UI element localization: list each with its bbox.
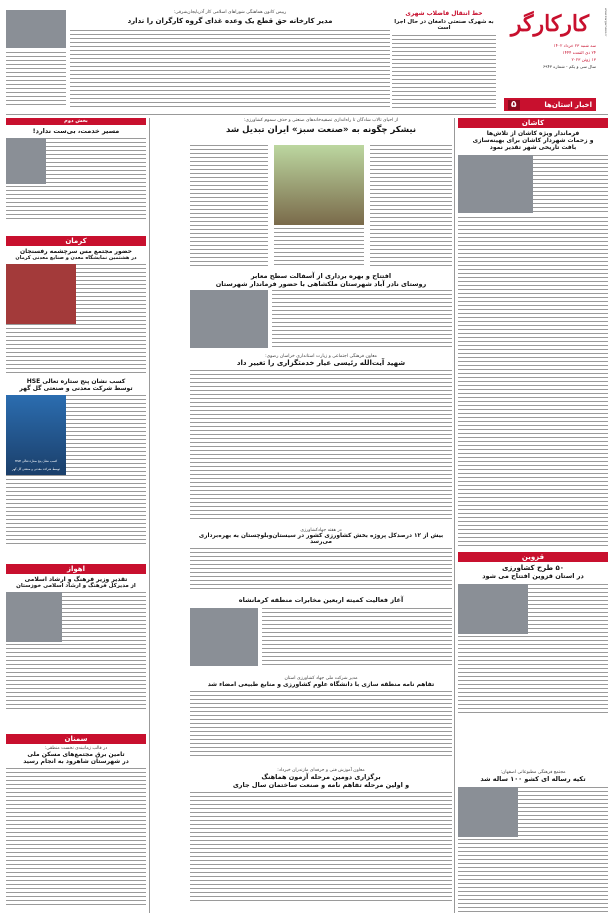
story-kermanshah-headline: آغاز فعالیت کمیته اربعین مخابرات منطقه کرمانشاه [238, 596, 404, 604]
story-agri-headline: تفاهم نامه منطقه سازی با دانشگاه علوم کشاورزی و منابع طبیعی امضاء شد [207, 681, 435, 688]
story-isfahan-headline: تکیه رساله ای کشو ۱۰۰ ساله شد [480, 775, 586, 783]
website-url: www.kargarnews.ir [604, 8, 608, 37]
lead-body-col3 [190, 145, 268, 267]
story-isfahan-photo [458, 787, 518, 837]
story-kerman-headline-a: حضور مجتمع مس سرچشمه رفسنجان [20, 248, 132, 255]
date-gregorian: ۱۳ ژوئن ۲۰۲۳ [571, 57, 596, 62]
story-khorasan-body [190, 370, 452, 520]
story-khorasan-kicker: معاون فرهنگی اجتماعی و زیارت استانداری خراسان رضوی: [265, 354, 377, 359]
story-kashan-headline-b: و زحمات شهردار کاشان برای بهینه‌سازی [472, 137, 594, 144]
story-sistan-headline: بیش از ۱۲ درصدکل پروژه بخش کشاورزی کشور در سیستان‌وبلوچستان به بهره‌برداری می‌رسد [198, 533, 444, 545]
story-tabriz [6, 10, 390, 110]
story-ahvaz-headline-a: تقدیر وزیر فرهنگ و ارشاد اسلامی [24, 576, 128, 583]
top-divider [6, 114, 608, 115]
story-kermanshah-photo [190, 608, 258, 666]
page-label: اخبار استان‌ها [544, 100, 592, 109]
newspaper-logo [504, 10, 596, 38]
column-rule-left [149, 118, 150, 913]
story-kashan [458, 130, 608, 547]
story-hse-ad [6, 395, 66, 475]
story-kermanshah-body [262, 608, 452, 668]
story-kashan-headline-a: فرماندار ویژه کاشان از تلاش‌ها [486, 130, 580, 137]
story-qazvin [458, 564, 608, 714]
section-kashan: کاشان [458, 118, 608, 128]
story-semnan-kicker: در قالب زمانبندی نخست منطقی: [44, 746, 108, 751]
story-qazvin-headline-a: ۵۰ طرح کشاورزی [501, 564, 565, 572]
story-kerman [6, 248, 146, 374]
story-hse [6, 378, 146, 545]
section-semnan: سمنان [6, 734, 146, 744]
story-ahvaz-headline-b: از مدیرکل فرهنگ و ارشاد اسلامی خوزستان [16, 583, 136, 589]
story-asphalt-body [272, 290, 452, 350]
lead-headline: نیشکر چگونه به «صنعت سبز» ایران تبدیل شد [225, 125, 417, 135]
story-editorial-headline: مسیر خدمت، بی‌ست ندارد! [32, 127, 120, 135]
story-agri-body [190, 691, 452, 759]
lead-story [190, 118, 452, 135]
story-khorasan-headline: شهید آیت‌الله رئیسی عیار خدمتگزاری را تغییر داد [236, 359, 406, 367]
story-sistan [190, 528, 452, 592]
section-ahvaz: اهواز [6, 564, 146, 574]
story-damghan-body [392, 35, 496, 109]
story-semnan-headline-b: در شهرستان شاهرود به انجام رسید [23, 758, 129, 765]
story-editorial-photo [6, 138, 46, 184]
story-ahvaz-photo [6, 592, 62, 642]
ad-line-2: توسط شرکت معدنی و صنعتی گل گهر [12, 467, 60, 471]
story-kerman-headline-b: در هشتمین نمایشگاه معدن و صنایع معدنی کرمان [15, 255, 137, 261]
story-kashan-body-2 [458, 217, 608, 547]
story-semnan [6, 746, 146, 908]
story-asphalt-photo [190, 290, 268, 348]
ad-line-1: کسب نشان پنج ستاره تعالی HSE [14, 459, 58, 463]
story-asphalt [190, 272, 452, 288]
lead-body-col1 [370, 145, 452, 267]
story-tabriz-kicker: رییس کانون هماهنگی شوراهای اسلامی کار آذربایجان‌شرقی: [173, 10, 287, 15]
story-exam-headline-b: و اولین مرحله تفاهم نامه و صنعت ساختمان سال جاری [232, 781, 410, 789]
column-rule-right [454, 118, 455, 913]
story-isfahan-kicker: مجتمع فرهنگی مطبوعاتی اصفهان: [500, 770, 566, 775]
story-kashan-photo [458, 155, 533, 213]
story-sistan-kicker: در هفته جهادکشاورزی [300, 528, 342, 533]
page-label-bar [504, 98, 596, 111]
story-tabriz-body [70, 30, 390, 108]
section-editorial: بخش دوم [6, 118, 146, 125]
story-khorasan [190, 354, 452, 520]
story-asphalt-headline-b: روستای نادر آباد شهرستان ملکشاهی با حضور فرماندار شهرستان [215, 280, 427, 288]
story-exam [190, 768, 452, 902]
story-exam-kicker: معاون آموزش فنی و حرفه‌ای مازندران خبرداد: [277, 768, 365, 773]
date-hijri: ۲۴ ذی القعده ۱۴۴۴ [562, 50, 596, 55]
story-semnan-headline-a: تامین برق مجتمع‌های مسکن ملی [27, 751, 125, 758]
story-kermanshah [190, 596, 452, 604]
story-asphalt-headline-a: افتتاح و بهره برداری از آسفالت سطح معابر [250, 272, 392, 280]
story-semnan-body [6, 768, 146, 908]
story-damghan-headline-a: خط انتقال فاضلاب شهری [405, 10, 483, 17]
logo-text: کارگر [510, 11, 562, 37]
story-damghan-headline-b: به شهرک صنعتی دامغان در حال اجرا است [394, 19, 494, 31]
logo-prefix: کار [561, 11, 590, 37]
date-persian: سه شنبه ۲۳ خرداد ۱۴۰۲ [553, 43, 596, 48]
lead-photo [274, 145, 364, 225]
story-exam-headline-a: برگزاری دومین مرحله آزمون هماهنگ [261, 773, 381, 781]
story-damghan [392, 10, 496, 110]
story-agri [190, 676, 452, 759]
story-tabriz-headline: مدیر کارخانه حق قطع یک وعده غذای گروه کارگران را ندارد [127, 17, 333, 25]
story-editorial [6, 118, 146, 220]
story-qazvin-photo [458, 584, 528, 634]
story-ahvaz [6, 576, 146, 712]
story-tabriz-photo [6, 10, 66, 48]
page-number: ۵ [508, 100, 520, 110]
date-block [504, 42, 596, 70]
story-qazvin-headline-b: در استان قزوین افتتاح می شود [482, 572, 584, 580]
story-hse-headline-a: کسب نشان پنج ستاره تعالی HSE [26, 378, 126, 385]
story-sistan-body [190, 548, 452, 592]
lead-body-col2 [274, 228, 364, 268]
section-kerman: کرمان [6, 236, 146, 246]
story-agri-kicker: مدیر شرکت ملی جهاد کشاورزی استان [284, 676, 358, 681]
story-tabriz-body-2 [6, 52, 66, 108]
story-exam-body [190, 792, 452, 902]
story-kashan-headline-c: بافت تاریخی شهر تقدیر نمود [489, 144, 577, 151]
lead-kicker: از احیای تالاب شادگان تا راه‌اندازی تصفیه‌خانه‌های صنعتی و حذف سموم کشاورزی: [243, 118, 399, 123]
section-qazvin: قزوین [458, 552, 608, 562]
story-isfahan [458, 770, 608, 913]
story-hse-headline-b: توسط شرکت معدنی و صنعتی گل گهر [19, 385, 133, 392]
masthead [502, 8, 608, 112]
story-kerman-photo [6, 264, 76, 324]
issue-number: سال سی و یکم - شماره ۶۹۴۳ [542, 64, 596, 69]
